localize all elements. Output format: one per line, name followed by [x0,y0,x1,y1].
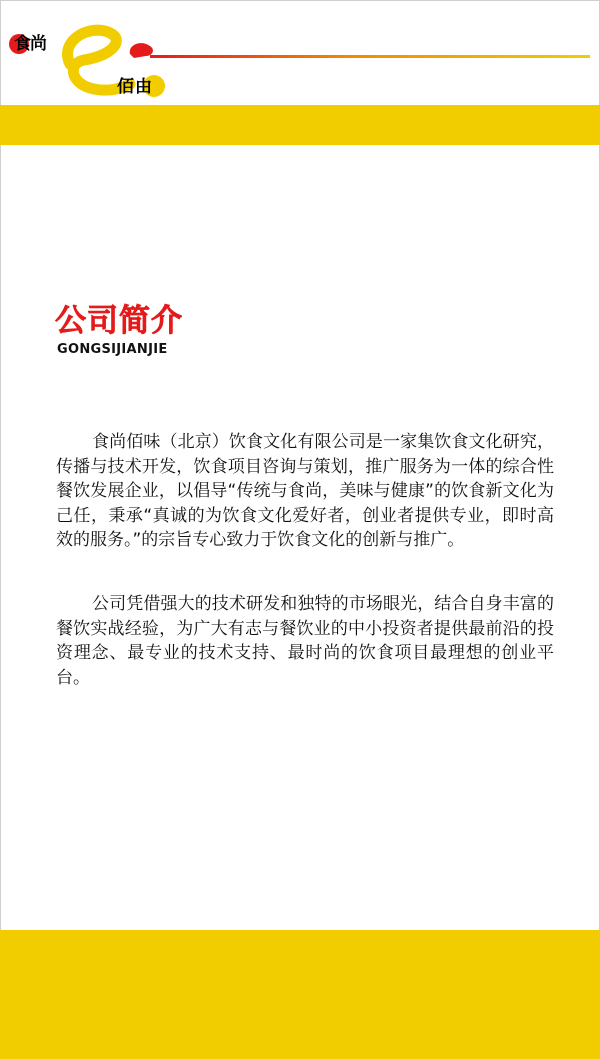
logo-red-mark [130,43,153,58]
footer-band [0,930,600,1059]
brand-logo [0,0,600,105]
logo-text-top: 食尚 [14,34,46,54]
section-title: 公司简介 [55,303,183,339]
logo-text-bottom: 佰由 [117,77,153,97]
header-band [0,105,600,145]
logo-line [150,55,590,58]
intro-paragraph-1: 食尚佰味（北京）饮食文化有限公司是一家集饮食文化研究，传播与技术开发，饮食项目咨询与策划，推广服务为一体的综合性餐饮发展企业，以倡导“传统与食尚，美味与健康”的饮食新文化为己任，秉承“真诚的为饮食文化爱好者，创业者提供专业，即时高效的服务。”的宗旨专心致力于饮食文化的创新与推广。 [56,432,554,550]
section-subtitle: GONGSIJIANJIE [57,342,168,357]
logo-graphic [0,0,600,105]
intro-paragraph-2: 公司凭借强大的技术研发和独特的市场眼光，结合自身丰富的餐饮实战经验，为广大有志与餐饮业的中小投资者提供最前沿的投资理念、最专业的技术支持、最时尚的饮食项目最理想的创业平台。 [56,594,554,688]
